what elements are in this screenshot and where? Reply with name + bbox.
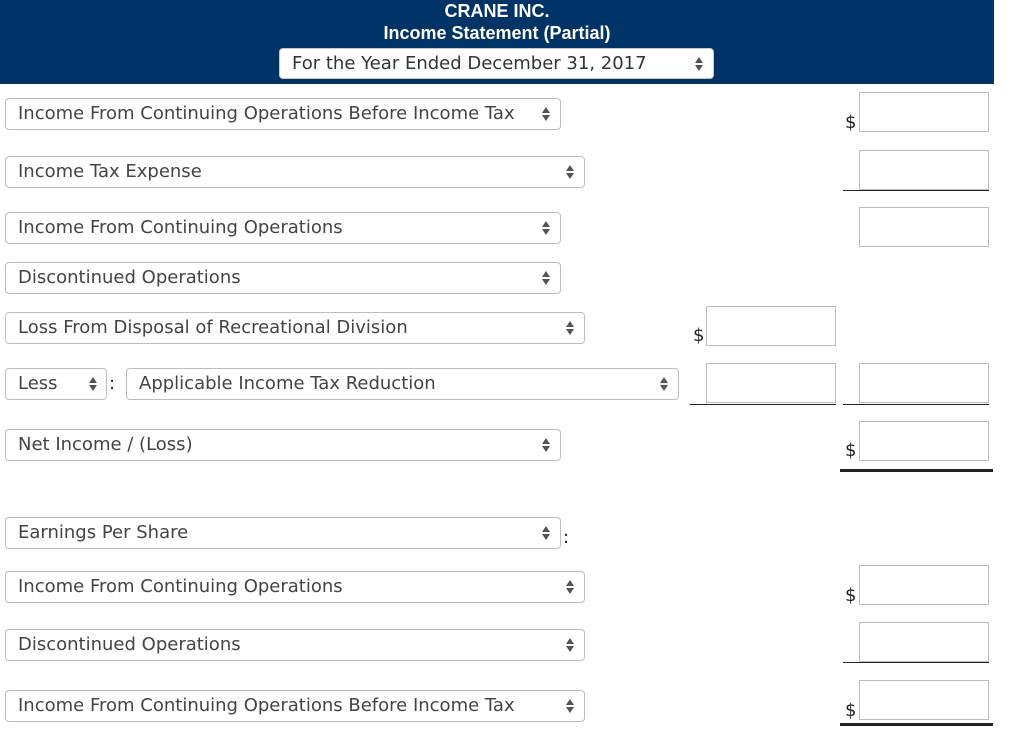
select-arrows-icon: [563, 572, 577, 602]
row9-label-select[interactable]: [5, 571, 585, 603]
dollar-sign: $: [845, 112, 857, 133]
row3-label-select[interactable]: [5, 212, 561, 244]
row1-label: Income From Continuing Operations Before Income Tax: [18, 103, 515, 124]
row7-label-select[interactable]: [5, 429, 561, 461]
total-double-underline: [840, 469, 993, 472]
select-arrows-icon: [563, 630, 577, 660]
period-select-value: For the Year Ended December 31, 2017: [292, 53, 647, 74]
subtotal-underline: [843, 404, 989, 405]
row2-label: Income Tax Expense: [18, 161, 202, 182]
colon-separator: :: [563, 527, 570, 548]
row5-label-select[interactable]: [5, 312, 585, 344]
select-arrows-icon: [539, 99, 553, 129]
select-arrows-icon: [86, 369, 100, 399]
row2-label-select[interactable]: [5, 156, 585, 188]
row1-label-select[interactable]: [5, 98, 561, 130]
dollar-sign: $: [845, 440, 857, 461]
row8-label-select[interactable]: [5, 517, 561, 549]
row6-label: Applicable Income Tax Reduction: [139, 373, 436, 394]
select-arrows-icon: [563, 157, 577, 187]
less-select[interactable]: [5, 368, 107, 400]
row3-label: Income From Continuing Operations: [18, 217, 343, 238]
select-arrows-icon: [563, 313, 577, 343]
select-arrows-icon: [563, 691, 577, 721]
row11-amount-input[interactable]: [859, 680, 989, 720]
row6-total-input[interactable]: [859, 363, 989, 403]
less-label: Less: [18, 373, 58, 394]
row3-amount-input[interactable]: [859, 207, 989, 247]
row4-label: Discontinued Operations: [18, 267, 241, 288]
row1-amount-input[interactable]: [859, 92, 989, 132]
row11-label: Income From Continuing Operations Before Income Tax: [18, 695, 515, 716]
row5-amount-input[interactable]: [706, 306, 836, 346]
row6-label-select[interactable]: [126, 368, 679, 400]
row4-label-select[interactable]: [5, 262, 561, 294]
dollar-sign: $: [845, 585, 857, 606]
row10-amount-input[interactable]: [859, 622, 989, 662]
row7-label: Net Income / (Loss): [18, 434, 193, 455]
row5-label: Loss From Disposal of Recreational Division: [18, 317, 408, 338]
total-double-underline: [840, 723, 993, 726]
row11-label-select[interactable]: [5, 690, 585, 722]
company-name: CRANE INC.: [444, 1, 550, 21]
select-arrows-icon: [657, 369, 671, 399]
colon-separator: :: [109, 373, 116, 394]
subtotal-underline: [690, 404, 836, 405]
select-arrows-icon: [539, 263, 553, 293]
subtotal-underline: [843, 662, 989, 663]
row2-amount-input[interactable]: [859, 150, 989, 190]
statement-title: Income Statement (Partial): [383, 23, 611, 43]
select-arrows-icon: [539, 430, 553, 460]
subtotal-underline: [843, 190, 989, 191]
select-arrows-icon: [539, 213, 553, 243]
select-arrows-icon: [539, 518, 553, 548]
row10-label-select[interactable]: [5, 629, 585, 661]
period-select[interactable]: [279, 48, 714, 79]
row6-amount-input[interactable]: [706, 363, 836, 403]
statement-header: [0, 0, 994, 84]
row9-amount-input[interactable]: [859, 565, 989, 605]
dollar-sign: $: [845, 700, 857, 721]
select-arrows-icon: [692, 49, 706, 79]
row10-label: Discontinued Operations: [18, 634, 241, 655]
row7-amount-input[interactable]: [859, 421, 989, 461]
row8-label: Earnings Per Share: [18, 522, 189, 543]
dollar-sign: $: [693, 325, 705, 346]
row9-label: Income From Continuing Operations: [18, 576, 343, 597]
